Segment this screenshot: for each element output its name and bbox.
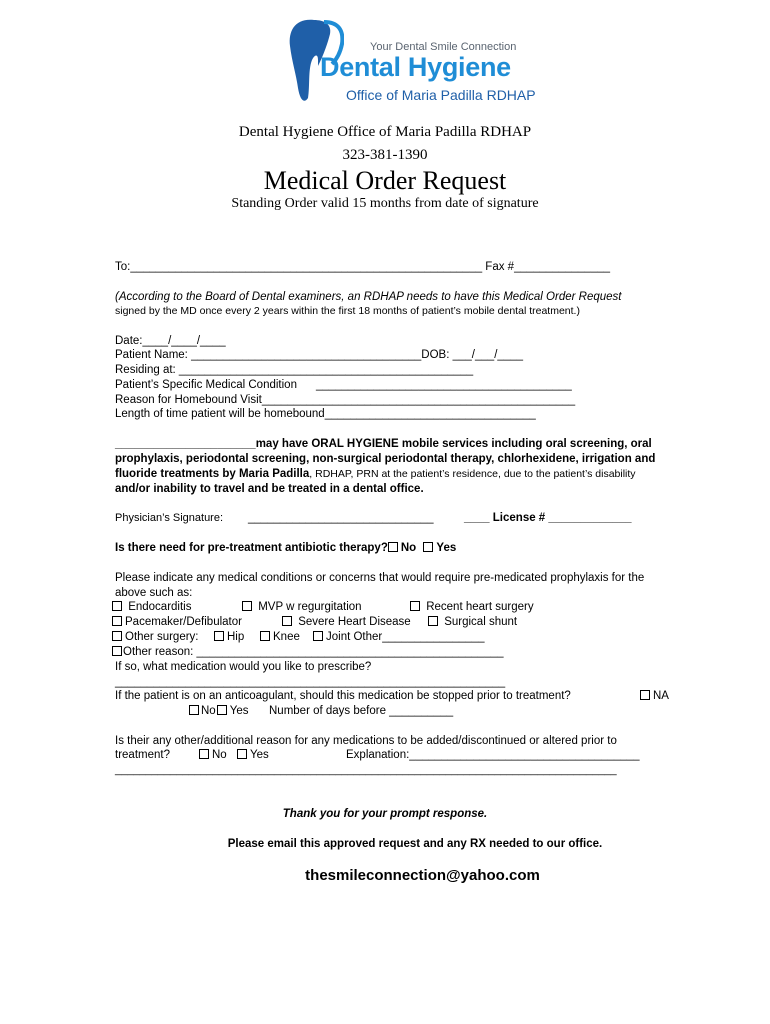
checkbox[interactable] <box>112 631 122 641</box>
license-field[interactable]: ____ License # _____________ <box>464 512 632 524</box>
logo-name: Dental Hygiene <box>320 52 511 82</box>
explanation-field[interactable]: Explanation:____________________________________ <box>346 749 640 761</box>
anticoagulant-na[interactable]: NA <box>640 690 669 702</box>
additional-no-checkbox[interactable] <box>199 749 209 759</box>
thank-you: Thank you for your prompt response. <box>282 808 488 820</box>
checkbox[interactable] <box>428 616 438 626</box>
auth-line4: and/or inability to travel and be treated in a dental office. <box>115 483 424 495</box>
logo <box>284 14 534 110</box>
date-field[interactable]: Date:____/____/____ <box>115 335 226 347</box>
anticoagulant-no-label: No <box>201 705 216 717</box>
checkbox[interactable] <box>260 631 270 641</box>
homebound-length-field[interactable]: Length of time patient will be homebound_________________________________ <box>115 408 536 420</box>
contact-email[interactable]: thesmileconnection@yahoo.com <box>305 867 540 884</box>
auth-line3 <box>115 468 636 480</box>
signature-field[interactable]: _____________________________ <box>248 512 434 524</box>
days-before-field[interactable]: Number of days before __________ <box>269 705 454 717</box>
email-request: Please email this approved request and any RX needed to our office. <box>227 838 603 850</box>
antibiotic-yes-checkbox[interactable] <box>423 542 433 552</box>
medication-question: If so, what medication would you like to prescribe? <box>115 661 372 673</box>
office-name: Dental Hygiene Office of Maria Padilla RDHAP <box>238 124 532 140</box>
condition-endocarditis[interactable]: Endocarditis <box>112 601 192 613</box>
additional-question-line1: Is their any other/additional reason for any medications to be added/discontinued or altered prior to <box>115 735 617 747</box>
condition-other-surgery[interactable]: Other surgery: <box>112 631 199 643</box>
checkbox[interactable] <box>313 631 323 641</box>
page-title: Medical Order Request <box>263 166 507 195</box>
patient-name-field[interactable]: Patient Name: ____________________________________DOB: ___/___/____ <box>115 349 523 361</box>
anticoagulant-yes-checkbox[interactable] <box>217 705 227 715</box>
condition-heart-disease[interactable]: Severe Heart Disease <box>282 616 411 628</box>
condition-hip[interactable]: Hip <box>214 631 244 643</box>
board-note-line2: signed by the MD once every 2 years within the first 18 months of patient’s mobile dental treatment.) <box>115 305 580 317</box>
checkbox[interactable] <box>112 601 122 611</box>
condition-other-reason[interactable]: Other reason: ________________________________________________ <box>112 646 504 658</box>
checkbox[interactable] <box>242 601 252 611</box>
conditions-intro-line1: Please indicate any medical conditions or concerns that would require pre-medicated prophylaxis for the <box>115 572 645 584</box>
anticoagulant-yes-label: Yes <box>229 705 249 717</box>
antibiotic-yes-label: Yes <box>436 542 457 554</box>
antibiotic-question: Is there need for pre-treatment antibiotic therapy? <box>115 542 388 554</box>
additional-yes-checkbox[interactable] <box>237 749 247 759</box>
anticoagulant-question: If the patient is on an anticoagulant, should this medication be stopped prior to treatment? <box>115 690 571 702</box>
antibiotic-no-label: No <box>400 542 417 554</box>
auth-line1: ______________________may have ORAL HYGIENE mobile services including oral screening, oral <box>115 438 652 450</box>
logo-office: Office of Maria Padilla RDHAP <box>346 87 536 103</box>
additional-no[interactable]: No <box>199 749 227 761</box>
to-fax-line[interactable]: To:_______________________________________________________ Fax #_______________ <box>115 261 610 273</box>
medication-field[interactable]: _____________________________________________________________ <box>115 676 506 688</box>
explanation-full-line[interactable]: __________________________________________________________________________________ <box>115 764 617 776</box>
condition-mvp[interactable]: MVP w regurgitation <box>242 601 362 613</box>
anticoagulant-no-checkbox[interactable] <box>189 705 199 715</box>
antibiotic-no-checkbox[interactable] <box>388 542 398 552</box>
antibiotic-question-row <box>115 542 456 554</box>
checkbox[interactable] <box>410 601 420 611</box>
additional-yes[interactable]: Yes <box>237 749 269 761</box>
office-phone: 323-381-1390 <box>342 147 428 163</box>
auth-line3-bold: fluoride treatments by Maria Padilla <box>115 468 310 480</box>
additional-question-line2: treatment? <box>115 749 170 761</box>
conditions-intro-line2: above such as: <box>115 587 193 599</box>
auth-line2: prophylaxis, periodontal screening, non-surgical periodontal therapy, chlorhexidene, irrigation and <box>115 453 656 465</box>
auth-line3-rest: , RDHAP, PRN at the patient’s residence, due to the patient’s disability <box>309 468 636 480</box>
condition-joint-other[interactable]: Joint Other________________ <box>313 631 485 643</box>
logo-tagline: Your Dental Smile Connection <box>370 41 517 53</box>
checkbox[interactable] <box>282 616 292 626</box>
condition-label: Patient’s Specific Medical Condition <box>115 379 297 391</box>
residing-field[interactable]: Residing at: ______________________________________________ <box>115 364 474 376</box>
condition-pacemaker[interactable]: Pacemaker/Defibulator <box>112 616 242 628</box>
signature-label: Physician’s Signature: <box>115 512 224 524</box>
na-checkbox[interactable] <box>640 690 650 700</box>
condition-shunt[interactable]: Surgical shunt <box>428 616 517 628</box>
checkbox[interactable] <box>112 646 122 656</box>
homebound-reason-field[interactable]: Reason for Homebound Visit_________________________________________________ <box>115 394 576 406</box>
condition-knee[interactable]: Knee <box>260 631 300 643</box>
anticoagulant-options <box>189 705 248 717</box>
condition-heart-surgery[interactable]: Recent heart surgery <box>410 601 534 613</box>
board-note-line1: (According to the Board of Dental examiners, an RDHAP needs to have this Medical Order Request <box>115 291 622 303</box>
checkbox[interactable] <box>214 631 224 641</box>
condition-field[interactable]: ________________________________________ <box>316 379 572 391</box>
page-subtitle: Standing Order valid 15 months from date of signature <box>231 196 539 211</box>
checkbox[interactable] <box>112 616 122 626</box>
